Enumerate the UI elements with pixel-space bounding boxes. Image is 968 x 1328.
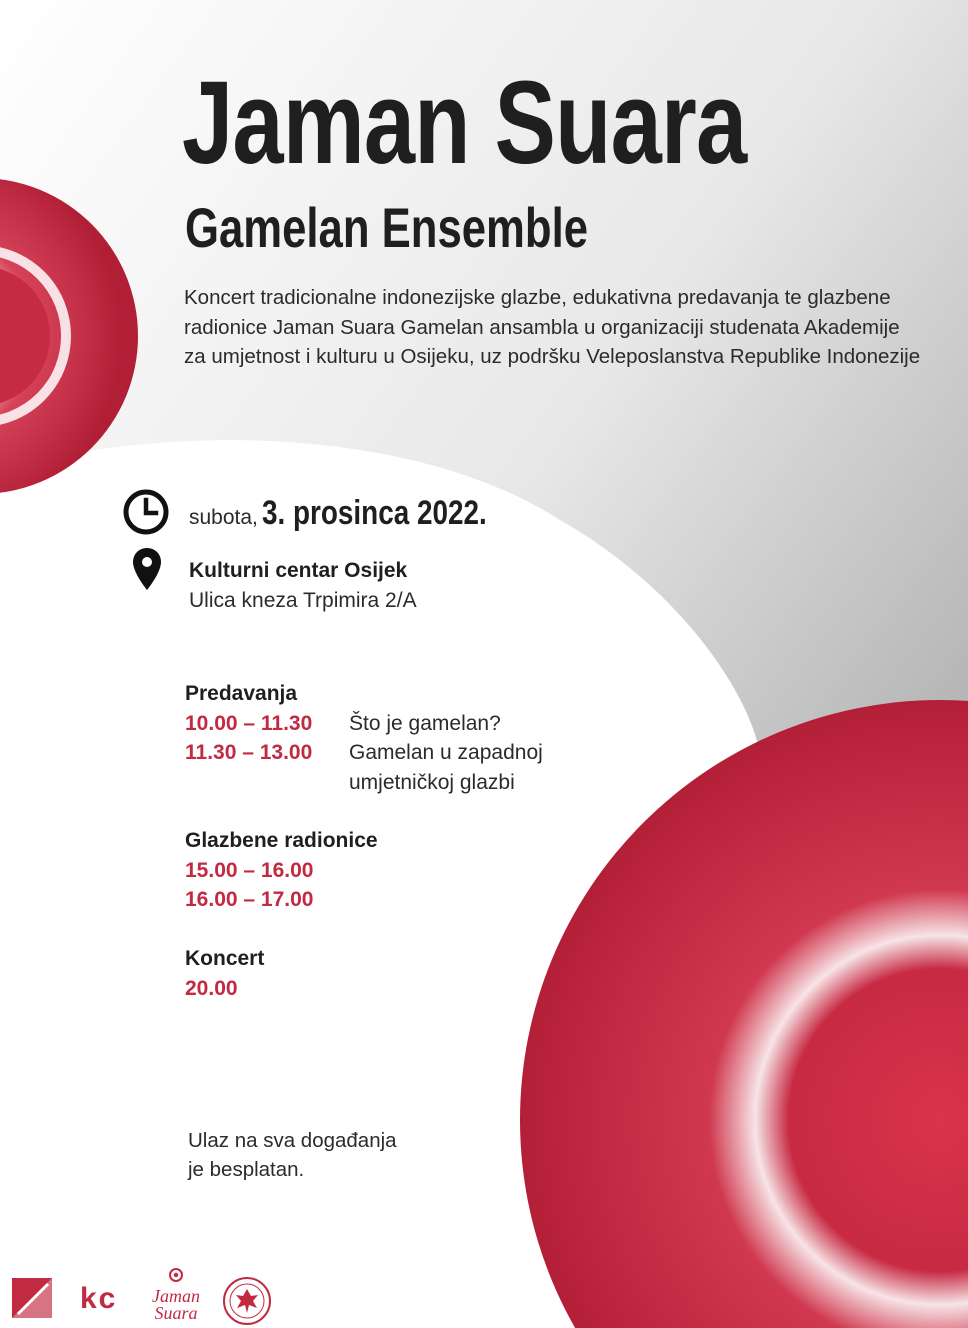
kc-logo: kc [80,1282,118,1315]
venue-address: Ulica kneza Trpimira 2/A [189,589,417,612]
clock-icon [122,488,170,536]
free-entry-line: Ulaz na sva događanja [188,1129,397,1152]
workshop-time: 15.00 – 16.00 [185,858,314,882]
workshop-time: 16.00 – 17.00 [185,888,314,911]
jaman-suara-logo-text: Jaman Suara [152,1286,200,1323]
lecture-topic: Što je gamelan? [349,711,501,735]
lecture-time: 10.00 – 11.30 [185,711,313,735]
free-entry-note [188,1126,397,1184]
event-date [189,494,536,533]
schedule-row [185,974,745,1004]
jaman-suara-logo [145,1268,207,1322]
schedule-row [185,709,745,739]
lecture-topic-line: Gamelan u zapadnoj [349,741,543,764]
lecture-time: 11.30 – 13.00 [185,741,313,764]
location-pin-icon [131,546,163,592]
event-day: subota, [189,506,258,529]
jaman-suara-mark-icon [169,1268,183,1282]
lecture-topic-line: umjetničkoj glazbi [349,770,515,794]
lecture-topic [349,738,543,797]
event-subtitle: Gamelan Ensemble [185,196,589,259]
schedule-row [185,885,745,915]
lectures-title: Predavanja [185,682,298,705]
workshops-title: Glazbene radionice [185,829,378,852]
venue-name: Kulturni centar Osijek [189,559,408,582]
event-title: Jaman Suara [182,57,747,189]
schedule-row [185,856,745,886]
free-entry-line: je besplatan. [188,1158,305,1181]
schedule-row [185,738,745,797]
lectures-section [185,679,745,797]
concert-section [185,944,745,1003]
event-description: Koncert tradicionalne indonezijske glazbe, edukativna predavanja te glazbene radionice Jaman Suara Gamelan ansambla u organizaciji studenata Akademije za umjetnost i kulturu u Osijeku, uz podršku Veleposlanstva Republike Indonezije [184,286,921,368]
event-date-main: 3. prosinca 2022. [262,494,488,532]
embassy-seal-icon [222,1276,272,1326]
academy-logo-icon [12,1278,52,1318]
workshops-section [185,826,745,915]
concert-title: Koncert [185,947,265,970]
concert-time: 20.00 [185,976,238,1000]
